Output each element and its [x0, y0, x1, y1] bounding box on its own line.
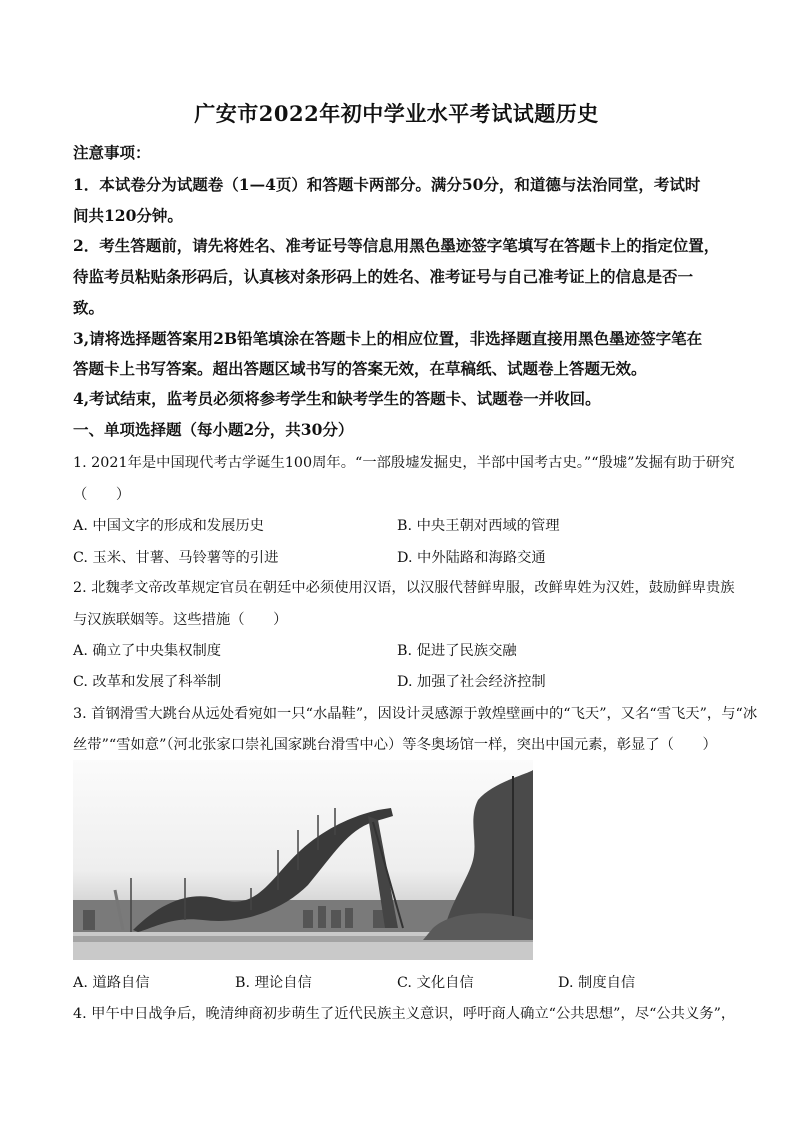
notice-heading: 注意事项：	[73, 143, 151, 162]
option-c: C. 文化自信	[397, 975, 474, 991]
option-c: C. 玉米、甘薯、马铃薯等的引进	[73, 550, 279, 566]
question-text: 1. 2021年是中国现代考古学诞生100周年。“一部殷墟发掘史，半部中国考古史。”“殷墟”发掘有助于研究	[73, 455, 735, 471]
question-text: 与汉族联姻等。这些措施（ ）	[73, 612, 288, 628]
ski-jump-photo	[73, 760, 533, 960]
answer-blank: （ ）	[73, 487, 131, 503]
question-text: 3. 首钢滑雪大跳台从远处看宛如一只“水晶鞋”，因设计灵感源于敦煌壁画中的“飞天”，又名“雪飞天”，与“冰	[73, 706, 758, 722]
option-a: A. 中国文字的形成和发展历史	[73, 518, 264, 534]
page-title: 广安市2022年初中学业水平考试试题历史	[194, 101, 599, 126]
option-c: C. 改革和发展了科举制	[73, 674, 222, 690]
notice-line: 1．本试卷分为试题卷（1—4页）和答题卡两部分。满分50分，和道德与法治同堂，考试时	[73, 175, 701, 194]
question-text: 丝带”“雪如意”（河北张家口崇礼国家跳台滑雪中心）等冬奥场馆一样，突出中国元素，彰显了（ ）	[73, 737, 717, 753]
option-d: D. 制度自信	[558, 975, 636, 991]
option-d: D. 中外陆路和海路交通	[397, 550, 546, 566]
section-heading: 一、单项选择题（每小题2分，共30分）	[73, 420, 354, 439]
notice-line: 2．考生答题前，请先将姓名、准考证号等信息用黑色墨迹签字笔填写在答题卡上的指定位置，	[73, 236, 720, 255]
notice-line: 致。	[73, 298, 105, 317]
notice-line: 答题卡上书写答案。超出答题区域书写的答案无效，在草稿纸、试题卷上答题无效。	[73, 359, 647, 378]
option-a: A. 道路自信	[73, 975, 150, 991]
question-text: 4. 甲午中日战争后，晚清绅商初步萌生了近代民族主义意识，呼吁商人确立“公共思想”，尽“公共义务”，	[73, 1006, 736, 1022]
option-d: D. 加强了社会经济控制	[397, 674, 546, 690]
notice-line: 3,请将选择题答案用2B铅笔填涂在答题卡上的相应位置，非选择题直接用黑色墨迹签字笔在	[73, 329, 703, 348]
option-a: A. 确立了中央集权制度	[73, 643, 222, 659]
option-b: B. 中央王朝对西域的管理	[397, 518, 560, 534]
notice-line: 待监考员粘贴条形码后，认真核对条形码上的姓名、准考证号与自己准考证上的信息是否一	[73, 267, 694, 286]
option-b: B. 理论自信	[235, 975, 312, 991]
question-text: 2. 北魏孝文帝改革规定官员在朝廷中必须使用汉语，以汉服代替鲜卑服，改鲜卑姓为汉姓，鼓励鲜卑贵族	[73, 580, 735, 596]
notice-line: 4,考试结束，监考员必须将参考学生和缺考学生的答题卡、试题卷一并收回。	[73, 389, 601, 408]
notice-line: 间共120分钟。	[73, 206, 183, 225]
option-b: B. 促进了民族交融	[397, 643, 517, 659]
